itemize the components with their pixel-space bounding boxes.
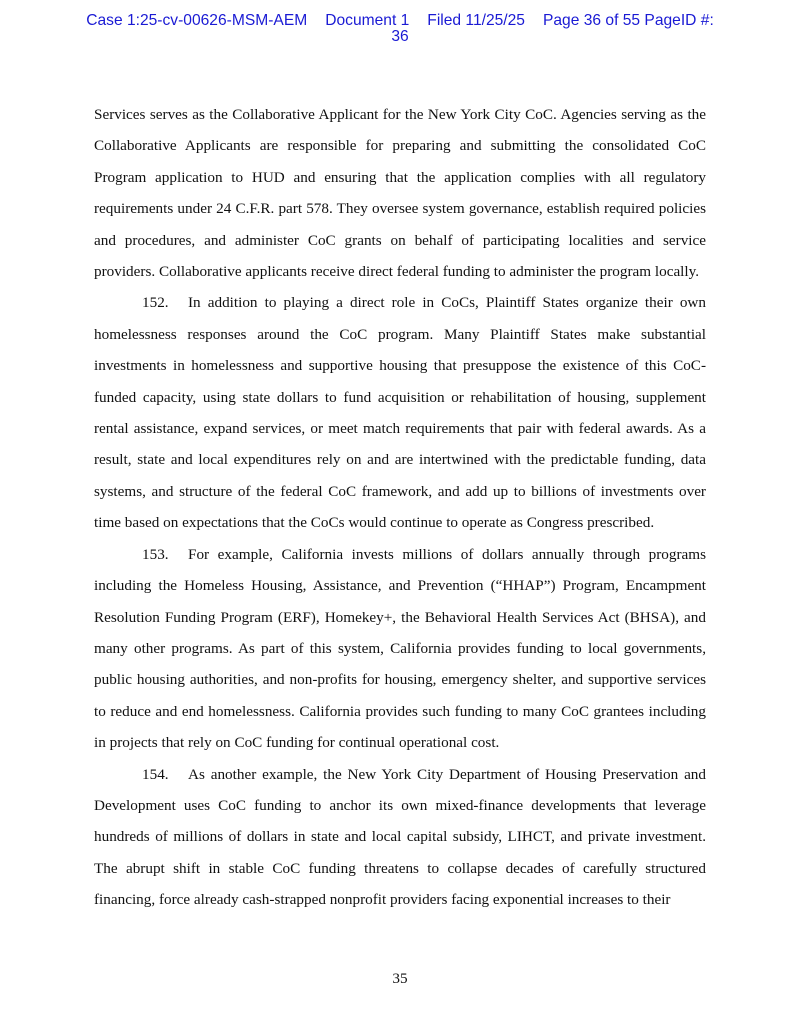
page-number: 35	[392, 970, 408, 987]
paragraph-number: 154.	[142, 765, 169, 783]
ecf-filing-header	[40, 13, 760, 45]
paragraph-text: Services serves as the Collaborative Applicant for the New York City CoC. Agencies serving as the Collaborative Applicants are responsible for preparing and submitting the consolidated CoC Program application to HUD and ensuring that the application complies with all regulatory requirements under 24 C.F.R. part 578. They oversee system governance, establish required policies and procedures, and administer CoC grants on behalf of participating localities and service providers. Collaborative applicants receive direct federal funding to administer the program locally.	[94, 106, 706, 281]
paragraph-154	[94, 759, 706, 916]
filed-date: Filed 11/25/25	[427, 12, 525, 29]
paragraph-continued	[94, 99, 706, 287]
paragraph-152	[94, 287, 706, 538]
page-id: 36	[391, 28, 409, 45]
paragraph-153	[94, 539, 706, 759]
document-body	[94, 99, 706, 916]
case-number: Case 1:25-cv-00626-MSM-AEM	[86, 12, 308, 29]
paragraph-number: 152.	[142, 294, 169, 312]
page-of-count: Page 36 of 55 PageID #:	[542, 12, 714, 29]
document-number: Document 1	[325, 12, 410, 29]
paragraph-text: In addition to playing a direct role in CoCs, Plaintiff States organize their own homelessness responses around the CoC program. Many Plaintiff States make substantial investments in homelessness and supportive housing that presuppose the existence of this CoC-funded capacity, using state dollars to fund acquisition or rehabilitation of housing, supplement rental assistance, expand services, or meet match requirements that pair with federal awards. As a result, state and local expenditures rely on and are intertwined with the predictable funding, data systems, and structure of the federal CoC framework, and add up to billions of investments over time based on expectations that the CoCs would continue to operate as Congress prescribed.	[94, 294, 706, 532]
paragraph-text: As another example, the New York City Department of Housing Preservation and Development uses CoC funding to anchor its own mixed-finance developments that leverage hundreds of millions of dollars in state and local capital subsidy, LIHCT, and private investment. The abrupt shift in stable CoC funding threatens to collapse decades of carefully structured financing, force already cash-strapped nonprofit providers facing exponential increases to their	[94, 765, 706, 909]
paragraph-number: 153.	[142, 545, 169, 563]
paragraph-text: For example, California invests millions of dollars annually through programs including the Homeless Housing, Assistance, and Prevention (“HHAP”) Program, Encampment Resolution Funding Program (ERF), Homekey+, the Behavioral Health Services Act (BHSA), and many other programs. As part of this system, California provides funding to local governments, public housing authorities, and non-profits for housing, emergency shelter, and supportive services to reduce and end homelessness. California provides such funding to many CoC grantees including in projects that rely on CoC funding for continual operational cost.	[94, 545, 706, 752]
